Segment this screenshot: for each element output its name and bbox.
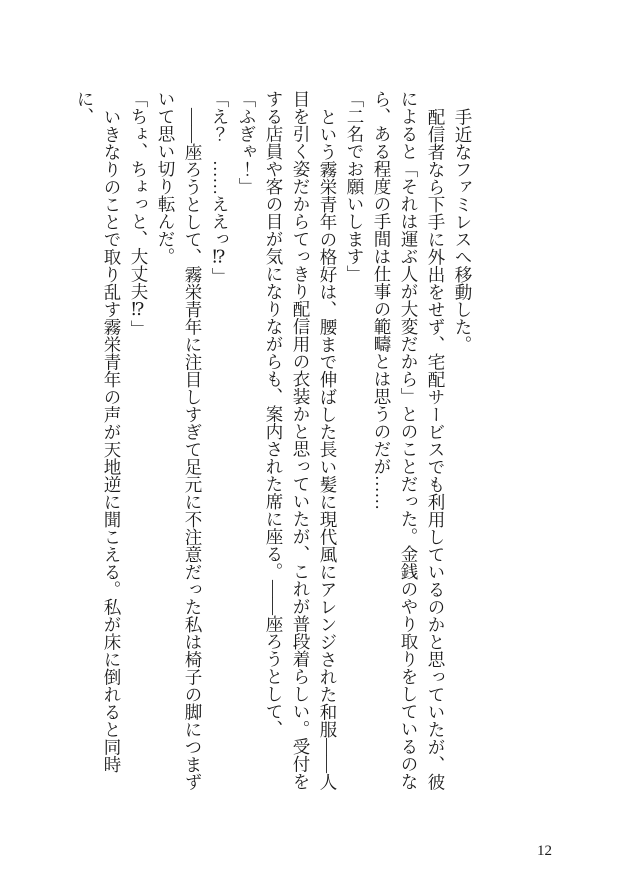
paragraph: 配信者なら下手に外出をせず、宅配サービスでも利用しているのかと思っていたが、彼によると「それは運ぶ人が大変だから」とのことだった。金銭のやり取りをしているのなら、ある程度の手間は仕事の範疇とは思うのだが……	[372, 90, 446, 790]
paragraph-dialogue: 「二名でお願いします」	[345, 90, 365, 283]
paragraph: ――座ろうとして、霧栄青年に注目しすぎて足元に不注意だった私は椅子の脚につまずいて思い切り転んだ。	[156, 90, 203, 790]
paragraph-dialogue: 「ちょ、ちょっと、大丈夫⁉」	[129, 90, 149, 338]
paragraph: という霧栄青年の格好は、腰まで伸ばした長い髪に現代風にアレンジされた和服――人目を引く姿だからてっきり配信用の衣装かと思っていたが、これが普段着らしい。受付をする店員や客の目が気になりながらも、案内された席に座る。――座ろうとして、	[264, 90, 338, 790]
paragraph: いきなりのことで取り乱す霧栄青年の声が天地逆に聞こえる。私が床に倒れると同時に、	[75, 90, 122, 773]
paragraph: 手近なファミレスへ移動した。	[453, 107, 473, 353]
page-number: 12	[537, 843, 552, 859]
paragraph-dialogue: 「ふぎゃ！」	[237, 90, 257, 195]
paragraph-dialogue: 「え？ ……ええっ⁉」	[210, 90, 230, 285]
vertical-text-body	[71, 90, 476, 790]
